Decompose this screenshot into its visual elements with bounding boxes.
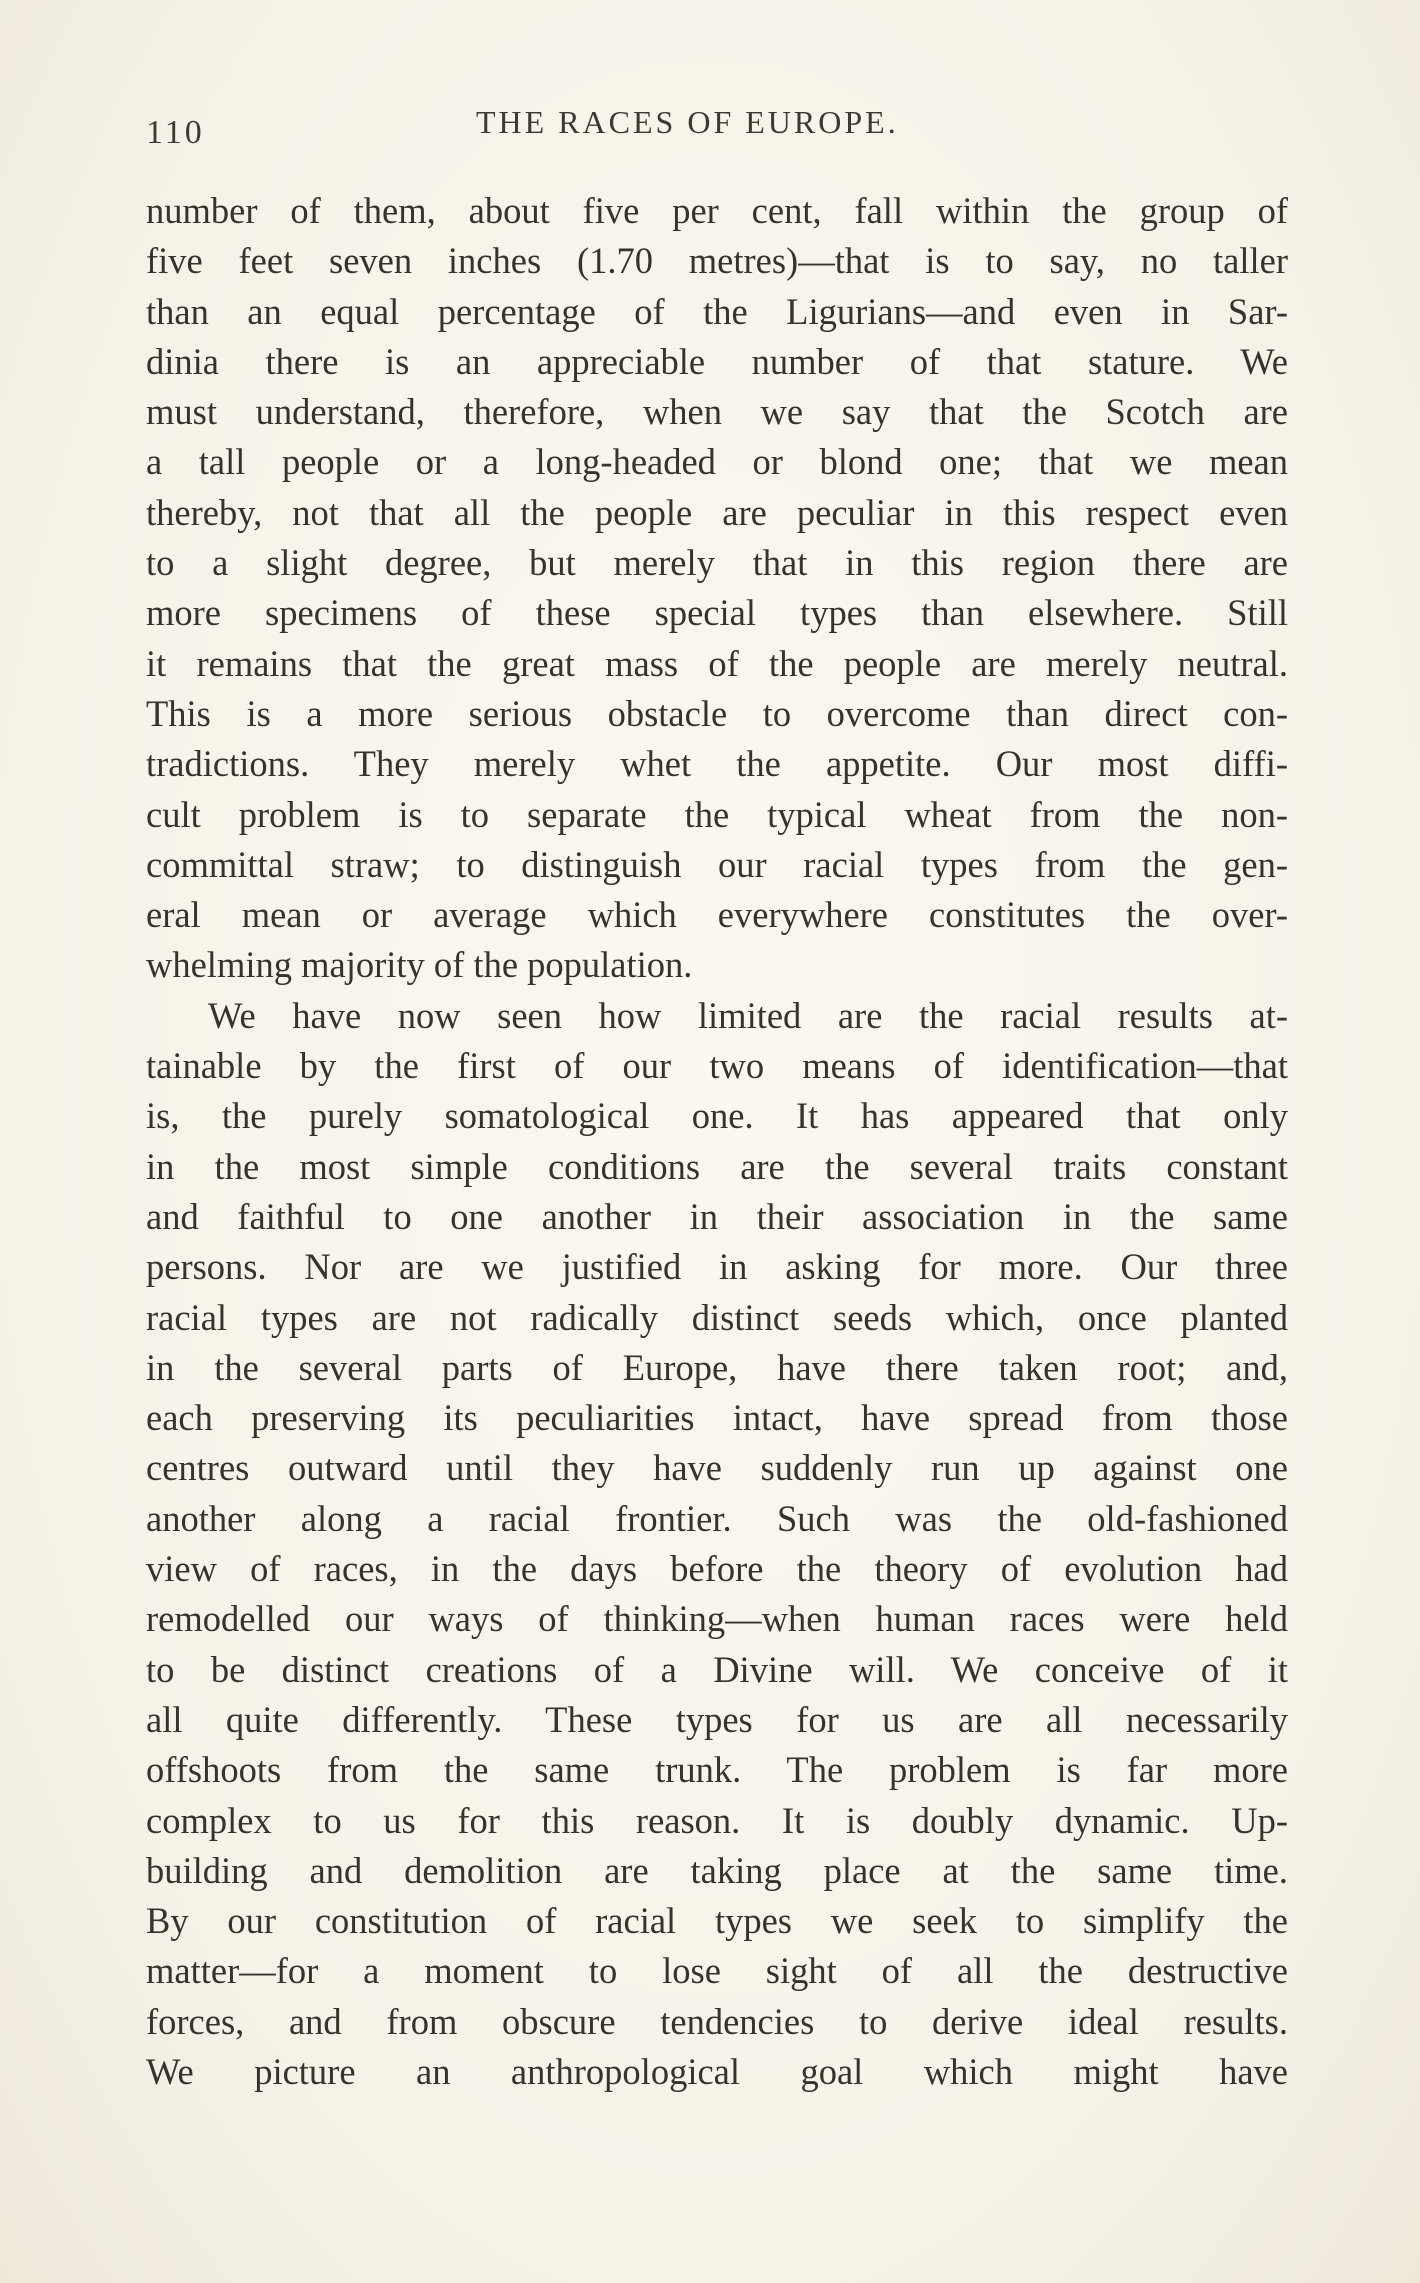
text-line: more specimens of these special types than elsewhere. Still — [146, 592, 1288, 634]
text-line: offshoots from the same trunk. The problem is far more — [146, 1749, 1288, 1791]
text-line: and faithful to one another in their association in the same — [146, 1195, 1288, 1237]
text-line: racial types are not radically distinct seeds which, once planted — [146, 1296, 1288, 1338]
text-line: each preserving its peculiarities intact, have spread from those — [146, 1397, 1288, 1439]
text-line: is, the purely somatological one. It has appeared that only — [146, 1095, 1288, 1137]
text-line: forces, and from obscure tendencies to derive ideal results. — [146, 2000, 1288, 2042]
text-line: tradictions. They merely whet the appetite. Our most diffi- — [146, 743, 1288, 785]
text-line: matter—for a moment to lose sight of all the destructive — [146, 1950, 1288, 1992]
text-line: remodelled our ways of thinking—when human races were held — [146, 1598, 1288, 1640]
text-line: By our constitution of racial types we seek to simplify the — [146, 1900, 1288, 1942]
text-line: building and demolition are taking place at the same time. — [146, 1849, 1288, 1891]
text-line: to be distinct creations of a Divine will. We conceive of it — [146, 1648, 1288, 1690]
text-line: cult problem is to separate the typical wheat from the non- — [146, 793, 1288, 835]
text-line: thereby, not that all the people are peculiar in this respect even — [146, 491, 1288, 533]
text-line: it remains that the great mass of the people are merely neutral. — [146, 642, 1288, 684]
text-line: persons. Nor are we justified in asking for more. Our three — [146, 1246, 1288, 1288]
text-line: to a slight degree, but merely that in this region there are — [146, 542, 1288, 584]
text-line: committal straw; to distinguish our racial types from the gen- — [146, 843, 1288, 885]
running-head: THE RACES OF EUROPE. — [476, 104, 899, 140]
text-line: all quite differently. These types for us are all necessarily — [146, 1698, 1288, 1740]
text-line: tainable by the first of our two means of identification—that — [146, 1045, 1288, 1087]
text-line: This is a more serious obstacle to overcome than direct con- — [146, 692, 1288, 734]
text-line: number of them, about five per cent, fall within the group of — [146, 190, 1288, 231]
body-text — [146, 186, 1288, 2097]
text-line: eral mean or average which everywhere constitutes the over- — [146, 894, 1288, 936]
text-line: than an equal percentage of the Ligurians—and even in Sar- — [146, 290, 1288, 332]
page-number: 110 — [146, 114, 205, 151]
text-line: We have now seen how limited are the racial results at- — [208, 994, 1288, 1036]
text-line: whelming majority of the population. — [146, 944, 693, 986]
text-line: five feet seven inches (1.70 metres)—that is to say, no taller — [146, 240, 1288, 282]
text-line: must understand, therefore, when we say that the Scotch are — [146, 391, 1288, 433]
text-line: centres outward until they have suddenly run up against one — [146, 1447, 1288, 1489]
text-line: in the several parts of Europe, have there taken root; and, — [146, 1346, 1288, 1388]
text-line: in the most simple conditions are the several traits constant — [146, 1145, 1288, 1187]
text-line: dinia there is an appreciable number of that stature. We — [146, 340, 1288, 382]
text-line: complex to us for this reason. It is doubly dynamic. Up- — [146, 1799, 1288, 1841]
text-line: view of races, in the days before the theory of evolution had — [146, 1548, 1288, 1590]
text-line: We picture an anthropological goal which might have — [146, 2050, 1288, 2092]
text-line: another along a racial frontier. Such was the old-fashioned — [146, 1497, 1288, 1539]
page-header — [146, 100, 1286, 160]
text-line: a tall people or a long-headed or blond one; that we mean — [146, 441, 1288, 483]
